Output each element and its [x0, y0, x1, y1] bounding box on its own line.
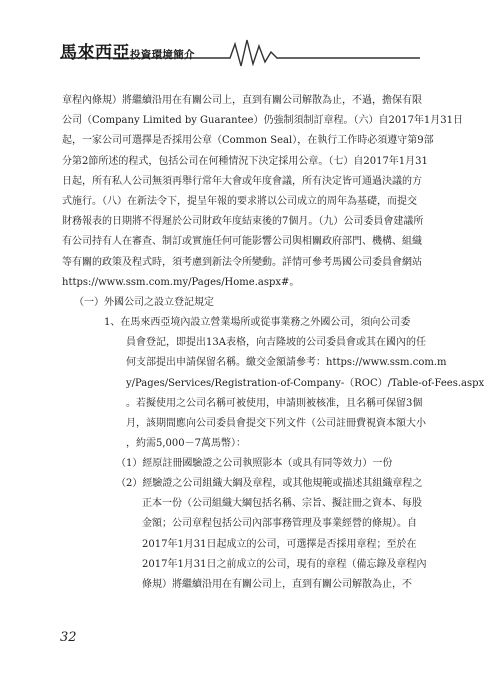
- sub-item-line: 正本一份（公司組織大綱包括名稱、宗旨、擬註冊之資本、每股: [142, 498, 422, 510]
- list-item-line: ，約需5,000－7萬馬幣）：: [126, 438, 246, 450]
- header-title-subtitle: 投資環境簡介: [130, 49, 195, 61]
- page-number: 32: [60, 630, 77, 645]
- header-pulse-wave: [224, 40, 290, 66]
- list-item-line: 月，該期間應向公司委員會提交下列文件（公司註冊費視資本額大小: [126, 417, 426, 429]
- body-line: 分第2節所述的程式，包括公司在何種情況下決定採用公章。（七）自2017年1月31: [62, 155, 428, 167]
- list-item-line: 員會登記，即提出13A表格，向吉隆坡的公司委員會或其在國內的任: [126, 337, 426, 349]
- body-paragraph: [62, 91, 464, 293]
- body-line: 財務報表的日期將不得遲於公司財政年度結束後的7個月。（九）公司委員會建議所: [62, 216, 424, 228]
- page-header: [0, 0, 480, 72]
- section-heading: [74, 293, 432, 313]
- body-line: https://www.ssm.com.my/Pages/Home.aspx#。: [62, 276, 300, 288]
- list-item-line: 1、在馬來西亞境內設立營業場所或從事業務之外國公司，須向公司委: [104, 317, 411, 328]
- sub-item-2: [116, 474, 427, 595]
- section-heading-text: （一）外國公司之設立登記規定: [74, 297, 214, 308]
- header-title-country: 馬來西亞: [60, 43, 130, 63]
- body-line: 等有關的政策及程式時，須考慮到新法令所變動。詳情可參考馬國公司委員會網站: [62, 256, 422, 268]
- body-line: 式施行。（八）在新法令下，提呈年報的要求將以公司成立的周年為基礎，而提交: [62, 195, 417, 207]
- sub-item-line: （1）經原註冊國驗證之公司執照影本（或具有同等效力）一份: [116, 458, 393, 469]
- body-line: 起，一家公司可選擇是否採用公章（Common Seal），在執行工作時必須遵守第9部: [62, 135, 434, 147]
- sub-item-line: 2017年1月31日之前成立的公司，現有的章程（備忘錄及章程內: [142, 558, 427, 570]
- body-line: 公司（Company Limited by Guarantee）仍強制須制訂章程。（六）自2017年1月31日: [62, 115, 464, 127]
- header-title: [60, 38, 195, 63]
- sub-item-1: [116, 454, 422, 474]
- sub-item-line: 金額；公司章程包括公司內部事務管理及事業經營的條規）。自: [142, 518, 417, 530]
- sub-item-line: 條規）將繼續沿用在有關公司上，直到有關公司解散為止，不: [142, 578, 412, 590]
- body-line: 日起，所有私人公司無須再舉行常年大會或年度會議，所有決定皆可通過決議的方: [62, 175, 422, 187]
- list-item-line: 。若擬使用之公司名稱可被使用，申請則被核准，且名稱可保留3個: [126, 397, 423, 409]
- sub-item-line: （2）經驗證之公司組織大綱及章程，或其他規範或描述其組織章程之: [116, 478, 423, 489]
- list-item-line: y/Pages/Services/Registration-of-Company-（ROC）/Table-of-Fees.aspx: [126, 377, 484, 389]
- list-item-1: [104, 313, 484, 454]
- list-item-line: 何支部提出申請保留名稱。繳交金額請參考：https://www.ssm.com.m: [126, 357, 447, 369]
- sub-item-line: 2017年1月31日起成立的公司，可選擇是否採用章程；至於在: [142, 538, 417, 550]
- body-line: 章程內條規）將繼續沿用在有關公司上，直到有關公司解散為止，不過，擔保有限: [62, 95, 422, 106]
- body-line: 有公司持有人在審查、制訂或實施任何可能影響公司與相關政府部門、機構、組織: [62, 236, 422, 248]
